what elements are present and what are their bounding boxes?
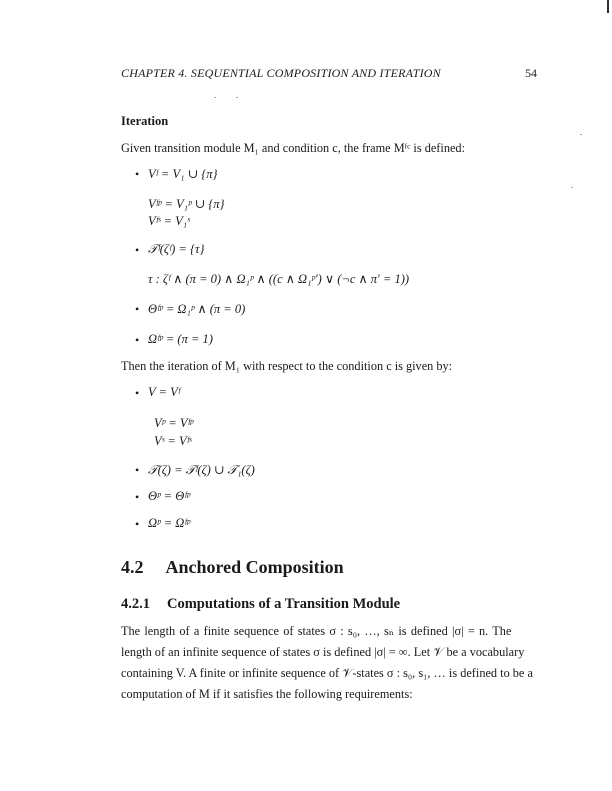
bullet-dot: • [135, 517, 140, 531]
frame-transitions-def: 𝒯ᶠ(ζᶠ) = {τ} [148, 242, 205, 256]
page-number: 54 [525, 66, 537, 80]
scan-speck [580, 134, 582, 135]
scan-edge-mark [607, 0, 609, 13]
subsection-heading [121, 596, 400, 613]
bullet-dot: • [135, 243, 140, 257]
subsection-number: 4.2.1 [121, 596, 150, 612]
bullet-dot: • [135, 333, 140, 347]
frame-shared-vars: Vᶠˢ = V₁ˢ [148, 214, 190, 228]
section-title: Anchored Composition [165, 557, 344, 577]
frame-theta-def: Θᶠᵖ = Ω₁ᵖ ∧ (π = 0) [148, 302, 246, 316]
result-vars-def: V = Vᶠ [148, 385, 180, 399]
iteration-then-text: Then the iteration of M₁ with respect to the condition c is given by: [121, 359, 453, 373]
paragraph-heading-iteration: Iteration [121, 114, 169, 128]
scan-speck [236, 97, 238, 98]
paragraph-line: containing V. A finite or infinite sequence of 𝒱-states σ : s₀, s₁, … is defined to be a [121, 666, 533, 680]
section-number: 4.2 [121, 557, 144, 577]
result-private-vars: Vᵖ = Vᶠᵖ [154, 416, 194, 430]
result-shared-vars: Vˢ = Vᶠˢ [154, 434, 192, 448]
iteration-intro: Given transition module M₁ and condition c, the frame Mᶠᶜ is defined: [121, 141, 465, 155]
frame-omega-def: Ωᶠᵖ = (π = 1) [148, 332, 213, 346]
frame-private-vars: Vᶠᵖ = V₁ᵖ ∪ {π} [148, 197, 225, 211]
section-heading [121, 557, 344, 578]
frame-tau-def: τ : ζᶠ ∧ (π = 0) ∧ Ω₁ᵖ ∧ ((c ∧ Ω₁ᵖ′) ∨ (¬c ∧ π′ = 1)) [148, 272, 410, 286]
paragraph-line: length of an infinite sequence of states σ is defined |σ| = ∞. Let 𝒱 be a vocabulary [121, 645, 525, 659]
bullet-dot: • [135, 386, 140, 400]
bullet-dot: • [135, 490, 140, 504]
paragraph-line: The length of a finite sequence of states σ : s₀, …, sₙ is defined |σ| = n. The [121, 624, 512, 638]
bullet-dot: • [135, 302, 140, 316]
running-header-title: CHAPTER 4. SEQUENTIAL COMPOSITION AND ITERATION [121, 66, 441, 80]
scan-speck [214, 97, 216, 98]
paragraph-line: computation of M if it satisfies the following requirements: [121, 687, 413, 701]
bullet-dot: • [135, 167, 140, 181]
frame-vars-def: Vᶠ = V₁ ∪ {π} [148, 167, 218, 181]
result-theta-def: Θᵖ = Θᶠᵖ [148, 489, 190, 503]
scan-speck [571, 187, 573, 188]
subsection-title: Computations of a Transition Module [167, 596, 401, 612]
result-omega-def: Ωᵖ = Ωᶠᵖ [148, 516, 191, 530]
result-transitions-def: 𝒯(ζ) = 𝒯ᶠ(ζ) ∪ 𝒯₁(ζ) [148, 463, 255, 477]
bullet-dot: • [135, 463, 140, 477]
